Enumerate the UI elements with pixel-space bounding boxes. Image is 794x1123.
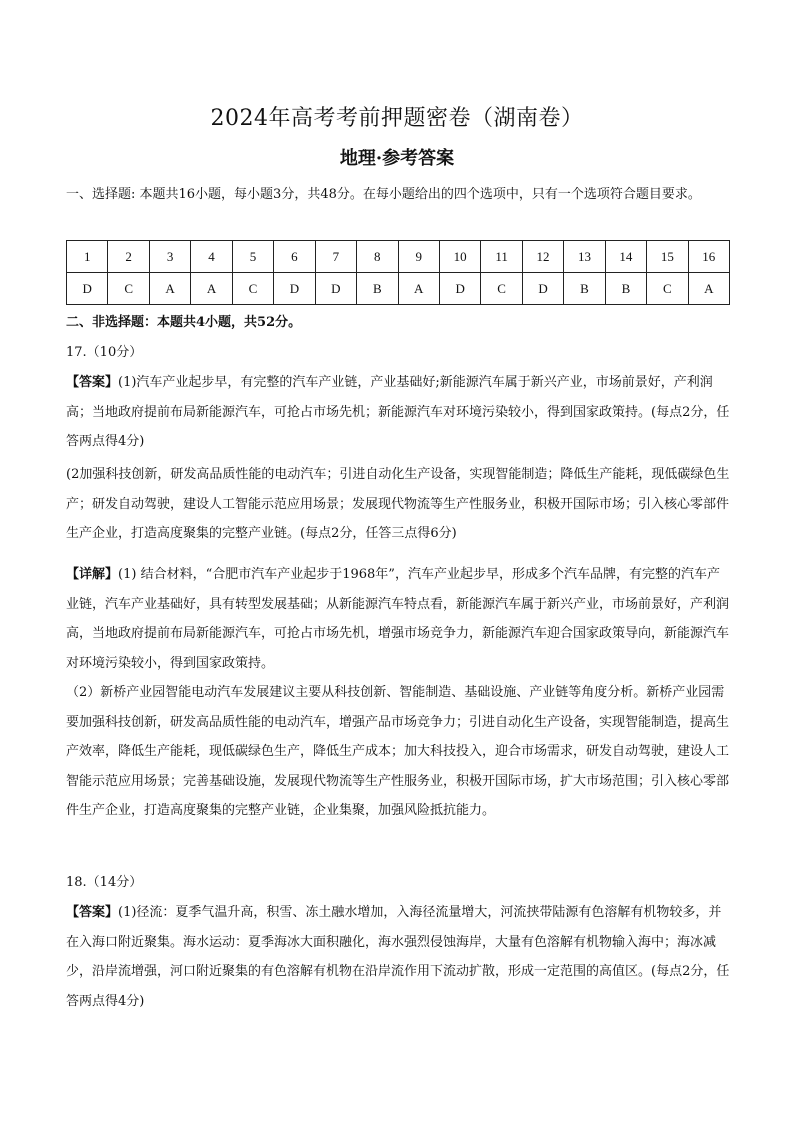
answer-letter-cell: A — [398, 273, 439, 305]
answer-letter-cell: D — [315, 273, 356, 305]
document-subtitle: 地理·参考答案 — [339, 148, 455, 169]
answer-tag: 【答案】 — [66, 905, 119, 920]
question-number-cell: 1 — [67, 241, 108, 273]
question-number-cell: 9 — [398, 241, 439, 273]
question-number-cell: 4 — [191, 241, 232, 273]
answer-letter-cell: D — [522, 273, 563, 305]
answer-letter-cell: A — [688, 273, 729, 305]
question-number-cell: 5 — [232, 241, 273, 273]
answer-letter-cell: A — [191, 273, 232, 305]
question-number-cell: 10 — [439, 241, 480, 273]
q17-label: 17.（10分） — [66, 345, 143, 360]
question-number-cell: 2 — [108, 241, 149, 273]
q17-detail-part2: （2）新桥产业园智能电动汽车发展建议主要从科技创新、智能制造、基础设施、产业链等角度分析。新桥产业园需要加强科技创新，研发高品质性能的电动汽车，增强产品市场竞争力；引进自动化生产设备，实现智能制造，提高生产效率，降低生产能耗，现低碳绿色生产，降低生产成本；加大科技投入，迎合市场需求，研发自动驾驶，建设人工智能示范应用场景；完善基础设施，发展现代物流等生产性服务业，积极开国际市场，扩大市场范围；引入核心零部件生产企业，打造高度聚集的完整产业链，企业集聚，加强风险抵抗能力。 — [66, 685, 730, 818]
question-number-cell: 11 — [481, 241, 522, 273]
question-number-cell: 13 — [564, 241, 605, 273]
answer-letter-cell: D — [439, 273, 480, 305]
q17-answer-part2: (2加强科技创新，研发高品质性能的电动汽车；引进自动化生产设备，实现智能制造；降低生产能耗，现低碳绿色生产；研发自动驾驶，建设人工智能示范应用场景；发展现代物流等生产性服务业，积极开国际市场；引入核心零部件生产企业，打造高度聚集的完整产业链。(每点2分，任答三点得6分) — [66, 467, 730, 541]
question-number-cell: 7 — [315, 241, 356, 273]
answer-letter-cell: D — [67, 273, 108, 305]
answer-letter-cell: A — [149, 273, 190, 305]
detail-tag: 【详解】 — [66, 567, 119, 582]
q18-answer-part1-text: (1)径流：夏季气温升高，积雪、冻土融水增加，入海径流量增大，河流挟带陆源有色溶解有机物较多，并在入海口附近聚集。海水运动：夏季海冰大面积融化，海水强烈侵蚀海岸，大量有色溶解有机物输入海中；海冰减少，沿岸流增强，河口附近聚集的有色溶解有机物在沿岸流作用下流动扩散，形成一定范围的高值区。(每点2分，任答两点得4分) — [66, 905, 730, 1009]
q17-detail-part1-text: (1) 结合材料，“合肥市汽车产业起步于1968年”，汽车产业起步早，形成多个汽车品牌，有完整的汽车产业链，汽车产业基础好，具有转型发展基础；从新能源汽车特点看，新能源汽车属于新兴产业，市场前景好，产利润高，当地政府提前布局新能源汽车，可抢占市场先机，增强市场竞争力，新能源汽车迎合国家政策导向，新能源汽车对环境污染较小，得到国家政策持。 — [66, 567, 730, 671]
question-number-row — [67, 241, 730, 273]
answer-letter-cell: C — [481, 273, 522, 305]
answer-letter-cell: D — [274, 273, 315, 305]
question-number-cell: 6 — [274, 241, 315, 273]
answer-table — [66, 240, 730, 305]
answer-letter-row — [67, 273, 730, 305]
q18-label: 18.（14分） — [66, 875, 143, 890]
answer-tag: 【答案】 — [66, 375, 119, 390]
answer-letter-cell: C — [108, 273, 149, 305]
q17-detail-part1 — [66, 560, 730, 678]
section1-heading: 一、选择题: 本题共16小题，每小题3分，共48分。在每小题给出的四个选项中，只有一个选项符合题目要求。 — [66, 187, 701, 202]
question-number-cell: 14 — [605, 241, 646, 273]
answer-letter-cell: B — [564, 273, 605, 305]
question-number-cell: 12 — [522, 241, 563, 273]
question-number-cell: 15 — [647, 241, 688, 273]
question-number-cell: 16 — [688, 241, 729, 273]
document-title: 2024年高考考前押题密卷（湖南卷） — [210, 106, 584, 131]
question-number-cell: 3 — [149, 241, 190, 273]
q18-answer-part1 — [66, 898, 730, 1016]
q17-answer-part1-text: (1)汽车产业起步早，有完整的汽车产业链，产业基础好;新能源汽车属于新兴产业，市场前景好，产利润高；当地政府提前布局新能源汽车，可抢占市场先机；新能源汽车对环境污染较小，得到国家政策持。(每点2分，任答两点得4分) — [66, 375, 730, 449]
answer-letter-cell: C — [232, 273, 273, 305]
answer-letter-cell: B — [605, 273, 646, 305]
answer-letter-cell: B — [357, 273, 398, 305]
question-number-cell: 8 — [357, 241, 398, 273]
answer-letter-cell: C — [647, 273, 688, 305]
q17-answer-part1 — [66, 368, 730, 457]
section2-heading: 二、非选择题：本题共4小题，共52分。 — [66, 315, 302, 330]
